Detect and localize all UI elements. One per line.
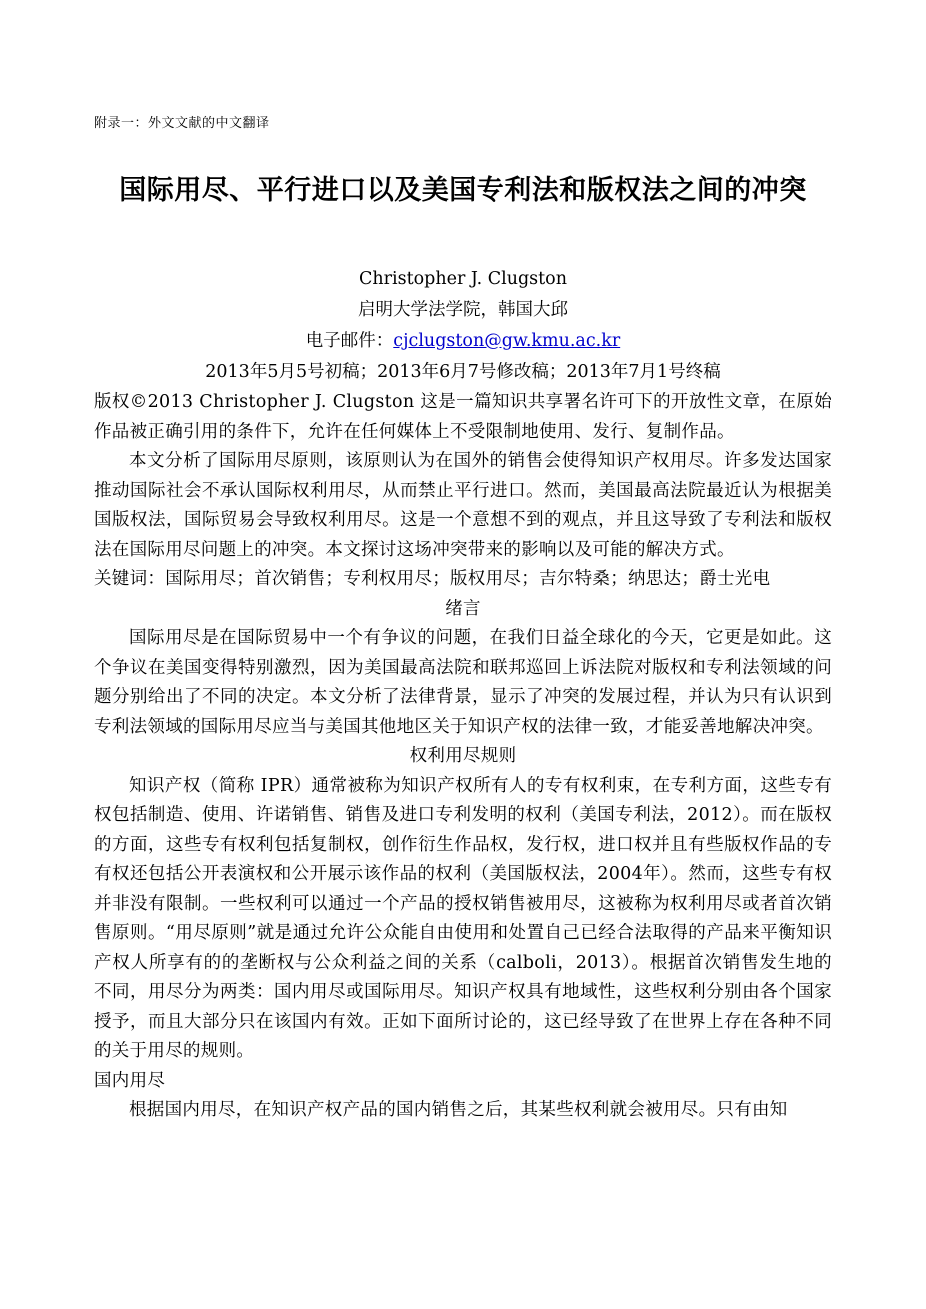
- appendix-note: 附录一：外文文献的中文翻译: [94, 116, 270, 131]
- author-name: Christopher J. Clugston: [359, 269, 567, 290]
- page-title: 国际用尽、平行进口以及美国专利法和版权法之间的冲突: [119, 175, 807, 206]
- email-line: [94, 326, 832, 357]
- copyright-paragraph: 版权©2013 Christopher J. Clugston 这是一篇知识共享署名许可下的开放性文章，在原始作品被正确引用的条件下，允许在任何媒体上不受限制地使用、发行、复制作品。: [94, 392, 832, 442]
- section-heading-exhaustion-rules: 权利用尽规则: [409, 746, 517, 767]
- email-link[interactable]: cjclugston@gw.kmu.ac.kr: [393, 331, 621, 352]
- domestic-exhaustion-paragraph: 根据国内用尽，在知识产权产品的国内销售之后，其某些权利就会被用尽。只有由知: [129, 1100, 788, 1121]
- introduction-paragraph: 国际用尽是在国际贸易中一个有争议的问题，在我们日益全球化的今天，它更是如此。这个争议在美国变得特别激烈，因为美国最高法院和联邦巡回上诉法院对版权和专利法领域的问题分别给出了不同的决定。本文分析了法律背景，显示了冲突的发展过程，并认为只有认识到专利法领域的国际用尽应当与美国其他地区关于知识产权的法律一致，才能妥善地解决冲突。: [94, 628, 832, 737]
- section-heading-introduction: 绪言: [445, 598, 481, 619]
- section-heading-domestic-exhaustion: 国内用尽: [94, 1070, 166, 1091]
- dates-line: 2013年5月5号初稿；2013年6月7号修改稿；2013年7月1号终稿: [205, 362, 721, 383]
- author-affiliation: 启明大学法学院，韩国大邱: [358, 300, 568, 321]
- exhaustion-rules-paragraph: 知识产权（简称 IPR）通常被称为知识产权所有人的专有权利束，在专利方面，这些专有权包括制造、使用、许诺销售、销售及进口专利发明的权利（美国专利法，2012）。而在版权的方面，这些专有权利包括复制权，创作衍生作品权，发行权，进口权并且有些版权作品的专有权还包括公开表演权和公开展示该作品的权利（美国版权法，2004年）。然而，这些专有权并非没有限制。一些权利可以通过一个产品的授权销售被用尽，这被称为权利用尽或者首次销售原则。“用尽原则”就是通过允许公众能自由使用和处置自己已经合法取得的产品来平衡知识产权人所享有的的垄断权与公众利益之间的关系（calboli，2013）。根据首次销售发生地的不同，用尽分为两类：国内用尽或国际用尽。知识产权具有地域性，这些权利分别由各个国家授予，而且大部分只在该国内有效。正如下面所讨论的，这已经导致了在世界上存在各种不同的关于用尽的规则。: [94, 775, 832, 1062]
- email-label: 电子邮件：: [305, 331, 394, 352]
- keywords-line: 关键词：国际用尽；首次销售；专利权用尽；版权用尽；吉尔特桑；纳思达；爵士光电: [94, 569, 771, 590]
- abstract-paragraph: 本文分析了国际用尽原则，该原则认为在国外的销售会使得知识产权用尽。许多发达国家推动国际社会不承认国际权利用尽，从而禁止平行进口。然而，美国最高法院最近认为根据美国版权法，国际贸易会导致权利用尽。这是一个意想不到的观点，并且这导致了专利法和版权法在国际用尽问题上的冲突。本文探讨这场冲突带来的影响以及可能的解决方式。: [94, 451, 832, 560]
